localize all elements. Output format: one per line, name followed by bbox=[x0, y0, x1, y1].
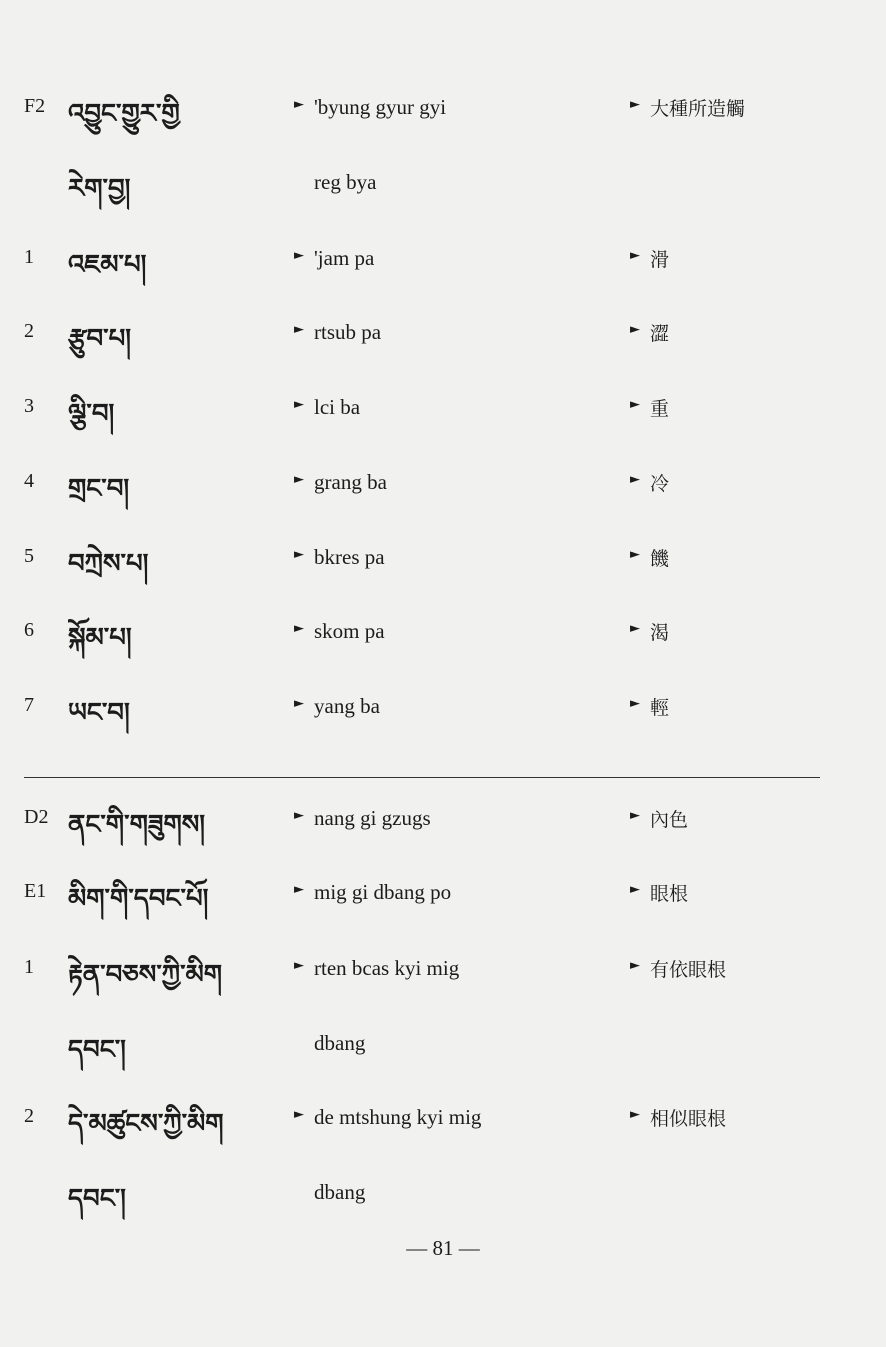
entry-transliteration: skom pa bbox=[314, 619, 385, 643]
arrow-icon: ► bbox=[294, 472, 304, 487]
arrow-icon: ► bbox=[294, 547, 304, 562]
entry-label: 1 bbox=[24, 246, 34, 268]
entry-tibetan: དེ་མཚུངས་ཀྱི་མིག bbox=[68, 1109, 224, 1139]
entry-chinese: 冷 bbox=[650, 473, 670, 495]
arrow-icon: ► bbox=[294, 621, 304, 636]
entry-row bbox=[0, 619, 886, 679]
entry-transliteration: dbang bbox=[314, 1180, 366, 1204]
entry-chinese: 大種所造觸 bbox=[650, 98, 746, 120]
entry-transliteration: rten bcas kyi mig bbox=[314, 956, 460, 980]
entry-tibetan: འབྱུང་གྱུར་གྱི bbox=[68, 99, 180, 129]
entry-label: 6 bbox=[24, 619, 34, 641]
section-divider bbox=[24, 777, 820, 778]
arrow-icon: ► bbox=[630, 322, 640, 337]
entry-transliteration: bkres pa bbox=[314, 545, 385, 569]
arrow-icon: ► bbox=[294, 1107, 304, 1122]
arrow-icon: ► bbox=[630, 1107, 640, 1122]
entry-tibetan: མིག་གི་དབང་པོ། bbox=[68, 884, 209, 914]
entry-tibetan: སྐོམ་པ། bbox=[68, 623, 132, 653]
entry-chinese: 眼根 bbox=[650, 883, 689, 905]
entry-tibetan: བཀྲེས་པ། bbox=[68, 549, 149, 579]
entry-row bbox=[0, 1031, 886, 1091]
entry-row bbox=[0, 246, 886, 306]
arrow-icon: ► bbox=[294, 696, 304, 711]
entry-tibetan: དབང་། bbox=[68, 1035, 126, 1065]
entry-transliteration: rtsub pa bbox=[314, 320, 382, 344]
entry-label: D2 bbox=[24, 806, 49, 828]
entry-tibetan: རྟེན་བཅས་ཀྱི་མིག bbox=[68, 960, 223, 990]
entry-transliteration: lci ba bbox=[314, 395, 361, 419]
entry-chinese: 相似眼根 bbox=[650, 1108, 727, 1130]
entry-tibetan: ནང་གི་གཟུགས། bbox=[68, 810, 206, 840]
arrow-icon: ► bbox=[294, 397, 304, 412]
arrow-icon: ► bbox=[630, 472, 640, 487]
arrow-icon: ► bbox=[630, 547, 640, 562]
entry-transliteration: nang gi gzugs bbox=[314, 806, 431, 830]
entry-row bbox=[0, 694, 886, 754]
entry-label: 5 bbox=[24, 545, 34, 567]
entry-row bbox=[0, 880, 886, 940]
entry-label: F2 bbox=[24, 95, 46, 117]
entry-chinese: 重 bbox=[650, 398, 670, 420]
entry-tibetan: དབང་། bbox=[68, 1184, 126, 1214]
arrow-icon: ► bbox=[630, 696, 640, 711]
entry-row bbox=[0, 1105, 886, 1165]
entry-label: 1 bbox=[24, 956, 34, 978]
arrow-icon: ► bbox=[630, 97, 640, 112]
arrow-icon: ► bbox=[294, 97, 304, 112]
entry-row bbox=[0, 395, 886, 455]
entry-row bbox=[0, 806, 886, 866]
entry-transliteration: 'byung gyur gyi bbox=[314, 95, 447, 119]
entry-transliteration: grang ba bbox=[314, 470, 387, 494]
entry-chinese: 渴 bbox=[650, 622, 670, 644]
entry-label: 3 bbox=[24, 395, 34, 417]
entry-chinese: 內色 bbox=[650, 809, 689, 831]
arrow-icon: ► bbox=[294, 808, 304, 823]
arrow-icon: ► bbox=[630, 808, 640, 823]
arrow-icon: ► bbox=[294, 248, 304, 263]
entry-transliteration: reg bya bbox=[314, 170, 377, 194]
entry-chinese: 輕 bbox=[650, 697, 670, 719]
arrow-icon: ► bbox=[294, 958, 304, 973]
entry-label: 2 bbox=[24, 1105, 34, 1127]
arrow-icon: ► bbox=[630, 958, 640, 973]
entry-tibetan: འཇམ་པ། bbox=[68, 250, 147, 280]
entry-tibetan: གྲང་བ། bbox=[68, 474, 130, 504]
entry-label: 2 bbox=[24, 320, 34, 342]
entry-row bbox=[0, 320, 886, 380]
entry-transliteration: yang ba bbox=[314, 694, 380, 718]
entry-chinese: 滑 bbox=[650, 249, 670, 271]
entry-tibetan: ལྕི་བ། bbox=[68, 399, 115, 429]
entry-row bbox=[0, 170, 886, 230]
entry-row bbox=[0, 956, 886, 1016]
entry-row bbox=[0, 1180, 886, 1240]
page-number: — 81 — bbox=[406, 1236, 480, 1260]
entry-row bbox=[0, 545, 886, 605]
arrow-icon: ► bbox=[294, 322, 304, 337]
entry-chinese: 澀 bbox=[650, 323, 670, 345]
entry-transliteration: 'jam pa bbox=[314, 246, 375, 270]
entry-row bbox=[0, 470, 886, 530]
entry-row bbox=[0, 95, 886, 155]
entry-tibetan: ཡང་བ། bbox=[68, 698, 130, 728]
entry-label: 4 bbox=[24, 470, 34, 492]
entry-tibetan: རེག་བྱ། bbox=[68, 174, 131, 204]
entry-label: E1 bbox=[24, 880, 47, 902]
entry-label: 7 bbox=[24, 694, 34, 716]
arrow-icon: ► bbox=[630, 621, 640, 636]
entry-tibetan: རྩུབ་པ། bbox=[68, 324, 132, 354]
entry-chinese: 有依眼根 bbox=[650, 959, 727, 981]
arrow-icon: ► bbox=[630, 882, 640, 897]
arrow-icon: ► bbox=[630, 397, 640, 412]
entry-transliteration: dbang bbox=[314, 1031, 366, 1055]
entry-chinese: 饑 bbox=[650, 548, 670, 570]
entry-transliteration: mig gi dbang po bbox=[314, 880, 452, 904]
arrow-icon: ► bbox=[630, 248, 640, 263]
entry-transliteration: de mtshung kyi mig bbox=[314, 1105, 482, 1129]
arrow-icon: ► bbox=[294, 882, 304, 897]
